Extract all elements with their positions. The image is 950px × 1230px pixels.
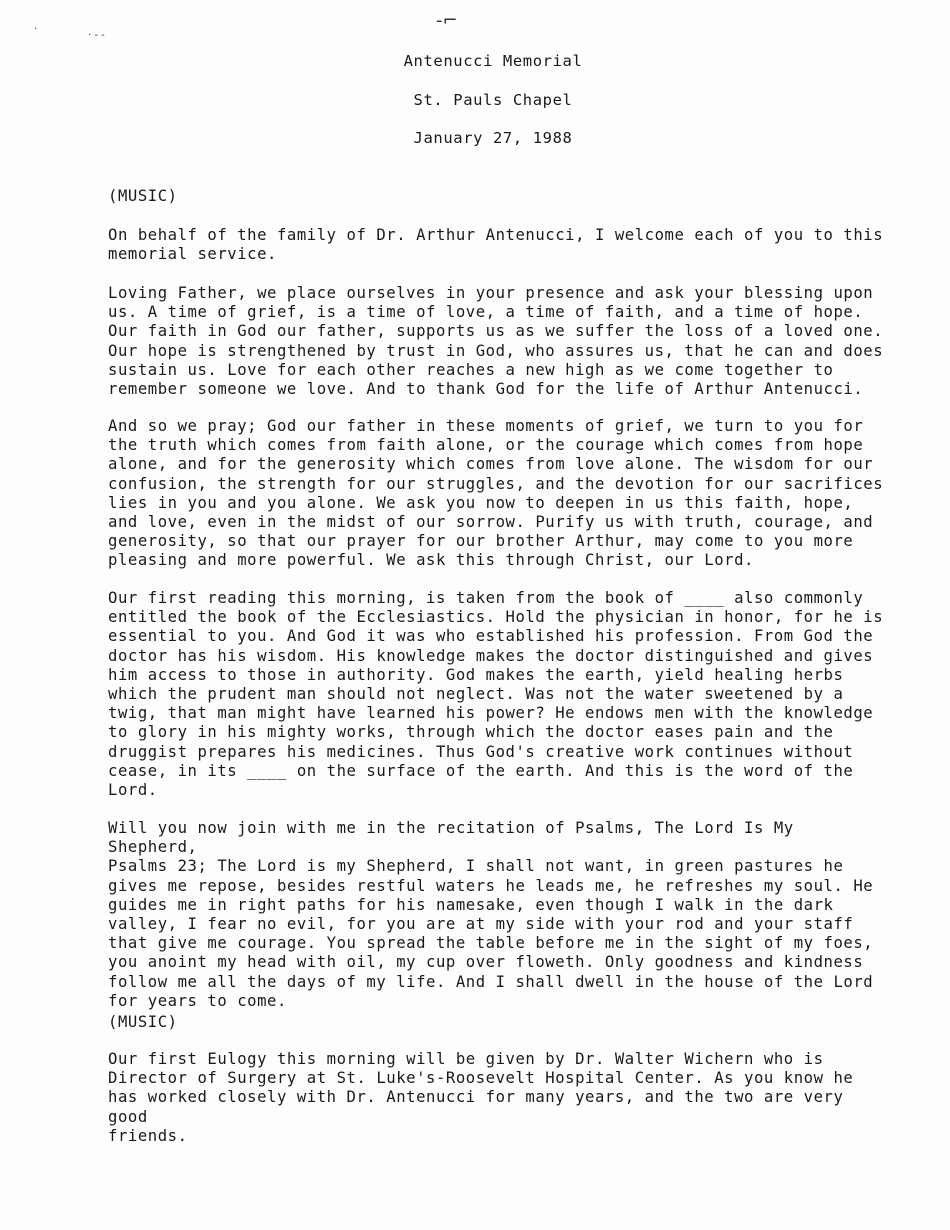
opening-prayer-paragraph: Loving Father, we place ourselves in your presence and ask your blessing upon us. A time of grief, is a time of love, a time of faith, and a time of hope. Our faith in God our father, supports us as we suffer the loss of a loved one. Our hope is strengthened by trust in God, who assures us, that he can and does sustain us. Love for each other reaches a new high as we come together to remember someone we love. And to thank God for the life of Arthur Antenucci. [108, 284, 884, 399]
pencil-mark: -⌐ [436, 10, 458, 31]
stray-mark: · ‑ ‑ [88, 30, 105, 41]
psalm-paragraph: Will you now join with me in the recitation of Psalms, The Lord Is My Shepherd, Psalms 23; The Lord is my Shepherd, I shall not want, in green pastures he gives me repose, besides restful waters he leads me, he refreshes my soul. He guides me in right paths for his namesake, even though I walk in the dark valley, I fear no evil, for you are at my side with your rod and your staff that give me courage. You spread the table before me in the sight of my foes, you anoint my head with oil, my cup over floweth. Only goodness and kindness follow me all the days of my life. And I shall dwell in the house of the Lord for years to come. [108, 819, 874, 1010]
eulogy-intro-paragraph: Our first Eulogy this morning will be given by Dr. Walter Wichern who is Director of Surgery at St. Luke's-Roosevelt Hospital Center. As you know he has worked closely with Dr. Antenucci for many years, and the two are very good friends. [108, 1050, 854, 1145]
first-reading-paragraph: Our first reading this morning, is taken from the book of ____ also commonly entitled the book of the Ecclesiastics. Hold the physician in honor, for he is essential to you. And God it was who established his profession. From God the doctor has his wisdom. His knowledge makes the doctor distinguished and gives him access to those in authority. God makes the earth, yield healing herbs which the prudent man should not neglect. Was not the water sweetened by a twig, that man might have learned his power? He endows men with the knowledge to glory in his mighty works, through which the doctor eases pain and the druggist prepares his medicines. Thus God's creative work continues without cease, in its ____ on the surface of the earth. And this is the word of the Lord. [108, 589, 884, 800]
stray-mark: · [34, 24, 38, 35]
music-cue: (MUSIC) [108, 187, 178, 205]
music-cue: (MUSIC) [108, 1013, 178, 1031]
memorial-title: Antenucci Memorial [403, 52, 583, 70]
welcome-paragraph: On behalf of the family of Dr. Arthur Antenucci, I welcome each of you to this memorial service. [108, 226, 884, 264]
second-prayer-paragraph: And so we pray; God our father in these moments of grief, we turn to you for the truth which comes from faith alone, or the courage which comes from hope alone, and for the generosity which comes from love alone. The wisdom for our confusion, the strength for our struggles, and the devotion for our sacrifices lies in you and you alone. We ask you now to deepen in us this faith, hope, and love, even in the midst of our sorrow. Purify us with truth, courage, and generosity, so that our prayer for our brother Arthur, may come to you more pleasing and more powerful. We ask this through Christ, our Lord. [108, 417, 884, 570]
memorial-date: January 27, 1988 [413, 129, 573, 147]
memorial-place: St. Pauls Chapel [413, 91, 573, 109]
